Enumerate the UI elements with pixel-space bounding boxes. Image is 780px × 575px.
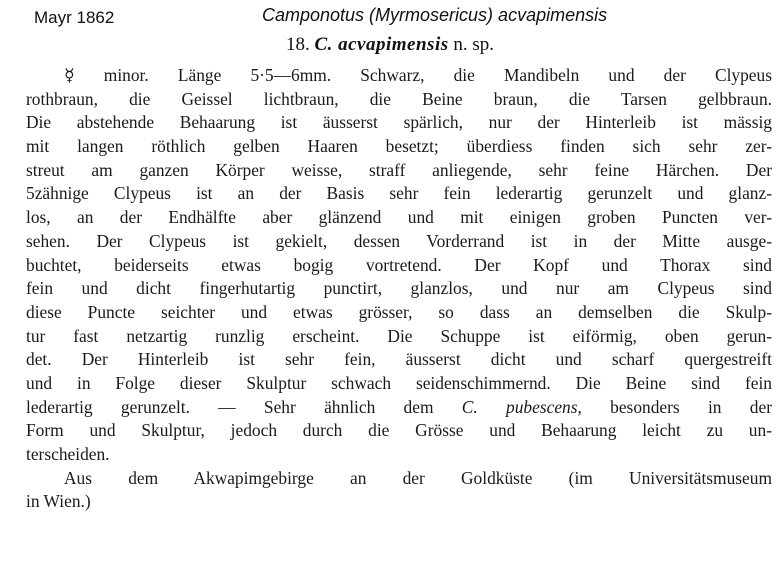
species-header: Camponotus (Myrmosericus) acvapimensis	[262, 5, 608, 25]
text-line: streut am ganzen Körper weisse, straff anliegende, sehr feine Härchen. Der	[26, 159, 772, 180]
text-line: ☿ minor. Länge 5·5—6mm. Schwarz, die Mandibeln und der Clypeus	[64, 65, 772, 85]
description-text	[26, 64, 772, 514]
text-segment: lederartig gerunzelt. — Sehr ähnlich dem	[26, 396, 462, 417]
species-heading	[0, 34, 780, 56]
text-line: tur fast netzartig runzlig erscheint. Die Schuppe ist eiförmig, oben gerun-	[26, 325, 772, 346]
locality-line: Aus dem Akwapimgebirge an der Goldküste (im Universitätsmuseum	[64, 467, 772, 488]
text-line: mit langen röthlich gelben Haaren besetzt; überdiess finden sich sehr zer-	[26, 136, 772, 157]
species-reference: C. pubescens,	[461, 396, 582, 417]
text-line: buchtet, beiderseits etwas bogig vortretend. Der Kopf und Thorax sind	[26, 254, 772, 275]
text-line: los, an der Endhälfte aber glänzend und mit einigen groben Puncten ver-	[26, 207, 772, 228]
text-line: sehen. Der Clypeus ist gekielt, dessen Vorderrand ist in der Mitte ausge-	[26, 230, 772, 251]
species-name: C. acvapimensis	[314, 34, 449, 55]
text-line: Die abstehende Behaarung ist äusserst spärlich, nur der Hinterleib ist mässig	[26, 112, 772, 133]
text-line: und in Folge dieser Skulptur schwach seidenschimmernd. Die Beine sind fein	[26, 372, 772, 393]
text-line: diese Puncte seichter und etwas grösser, so dass an demselben die Skulp-	[26, 301, 772, 322]
text-line-comparison	[26, 396, 772, 420]
text-line: Form und Skulptur, jedoch durch die Grösse und Behaarung leicht zu un-	[26, 420, 772, 441]
species-suffix: n. sp.	[453, 34, 495, 55]
page-header	[0, 0, 780, 34]
text-line: det. Der Hinterleib ist sehr fein, äusserst dicht und scharf quergestreift	[26, 349, 772, 370]
text-line: terscheiden.	[26, 444, 110, 464]
text-line: rothbraun, die Geissel lichtbraun, die Beine braun, die Tarsen gelbbraun.	[26, 88, 772, 109]
text-segment: besonders in der	[581, 396, 772, 417]
locality-line: in Wien.)	[26, 491, 91, 512]
source-label: Mayr 1862	[34, 8, 115, 27]
text-line: fein und dicht fingerhutartig punctirt, glanzlos, und nur am Clypeus sind	[26, 278, 772, 299]
text-line: 5zähnige Clypeus ist an der Basis sehr fein lederartig gerunzelt und glanz-	[26, 183, 772, 204]
species-number: 18.	[285, 34, 310, 55]
